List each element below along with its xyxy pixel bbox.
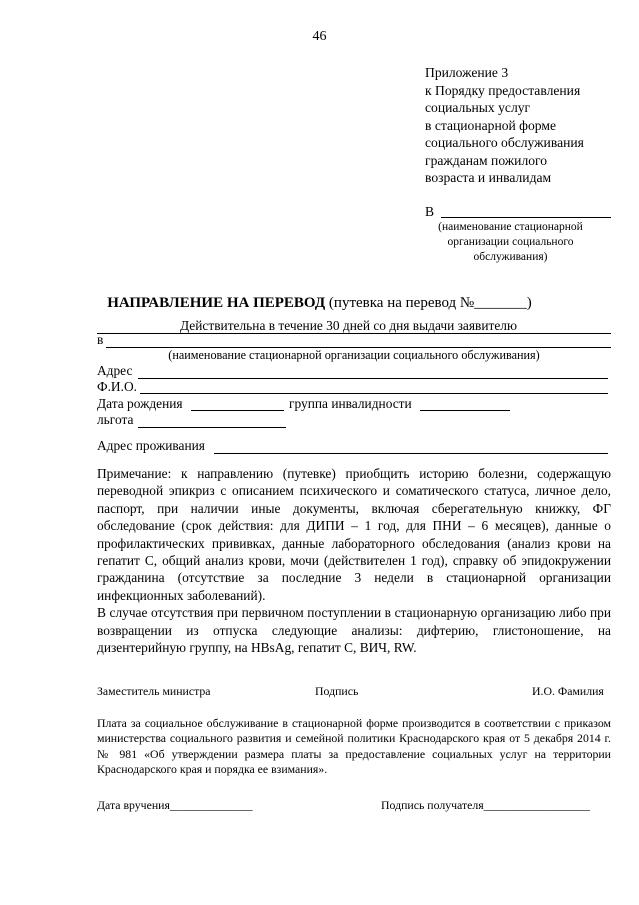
- title-rest: (путевка на перевод №_______): [325, 295, 532, 311]
- residence-label: Адрес проживания: [97, 438, 205, 453]
- form-to-caption: (наименование стационарной организации социального обслуживания): [168, 348, 540, 362]
- residence-field-line: [214, 453, 608, 454]
- appendix-line: социального обслуживания: [425, 135, 584, 150]
- note-paragraph: Примечание: к направлению (путевке) приобщить историю болезни, содержащую переводной эпикриз с описанием психического и соматического статуса, личное дело, паспорт, при наличии иные документы, включая сберегательную книжку, ФГ обследование (срок действия: для ДИПИ – 1 год, для ПНИ – 6 месяцев), данные о профилактических прививках, данные лабораторного обследования (анализ крови на гепатит С, общий анализ крови, мочи (действителен 1 год), справку об эпидокружении гражданина (отсутствие за последние 3 недели в стационарной организации инфекционных заболеваний).: [97, 466, 611, 603]
- appendix-line: возраста и инвалидам: [425, 170, 552, 185]
- appendix-block: [425, 64, 584, 187]
- appendix-line: гражданам пожилого: [425, 152, 548, 168]
- fio-label: Ф.И.О.: [97, 379, 137, 394]
- address-field-line: [138, 378, 608, 379]
- note-paragraph: В случае отсутствия при первичном поступлении в стационарную организацию либо при возвращении из отпуска следующие анализы: дифтерию, глистоношение, на дизентерийную группу, на HBsAg, гепатит С, ВИЧ, RW.: [97, 605, 611, 656]
- validity-text: Действительна в течение 30 дней со дня выдачи заявителю: [180, 318, 517, 333]
- appendix-line: к Порядку предоставления: [425, 82, 581, 98]
- disability-field-line: [420, 410, 510, 411]
- note-block: [97, 465, 611, 656]
- delivery-date-label: Дата вручения______________: [97, 798, 253, 812]
- signature-label: Подпись: [315, 684, 359, 698]
- address-label: Адрес: [97, 363, 133, 378]
- recipient-prefix: В: [425, 204, 435, 219]
- appendix-line: в стационарной форме: [425, 117, 557, 133]
- document-title: [0, 295, 639, 312]
- dob-field-line: [191, 410, 284, 411]
- benefit-label: льгота: [97, 412, 134, 427]
- recipient-signature-label: Подпись получателя__________________: [381, 798, 590, 812]
- form-to-prefix: в: [97, 332, 104, 347]
- benefit-field-line: [138, 427, 286, 428]
- page-number: 46: [312, 29, 327, 44]
- fee-paragraph: Плата за социальное обслуживание в стационарной форме производится в соответствии с приказом министерства социального развития и семейной политики Краснодарского края от 5 декабря 2014 г. № 981 «Об утверждении размера платы за предоставление социальных услуг на территории Краснодарского края и порядка ее взимания».: [97, 716, 611, 776]
- signatory-position: Заместитель министра: [97, 684, 211, 698]
- dob-label: Дата рождения: [97, 396, 183, 411]
- disability-label: группа инвалидности: [289, 396, 412, 411]
- validity-rule: [97, 333, 611, 334]
- appendix-line: социальных услуг: [425, 100, 531, 115]
- recipient-org-rule: [441, 217, 611, 218]
- appendix-line: Приложение 3: [425, 65, 509, 80]
- title-bold: НАПРАВЛЕНИЕ НА ПЕРЕВОД: [107, 295, 326, 311]
- recipient-org-line: [425, 204, 434, 220]
- recipient-org-caption: (наименование стационарной организации социального обслуживания): [438, 221, 583, 263]
- signatory-name: И.О. Фамилия: [532, 684, 604, 698]
- fio-field-line: [140, 393, 608, 394]
